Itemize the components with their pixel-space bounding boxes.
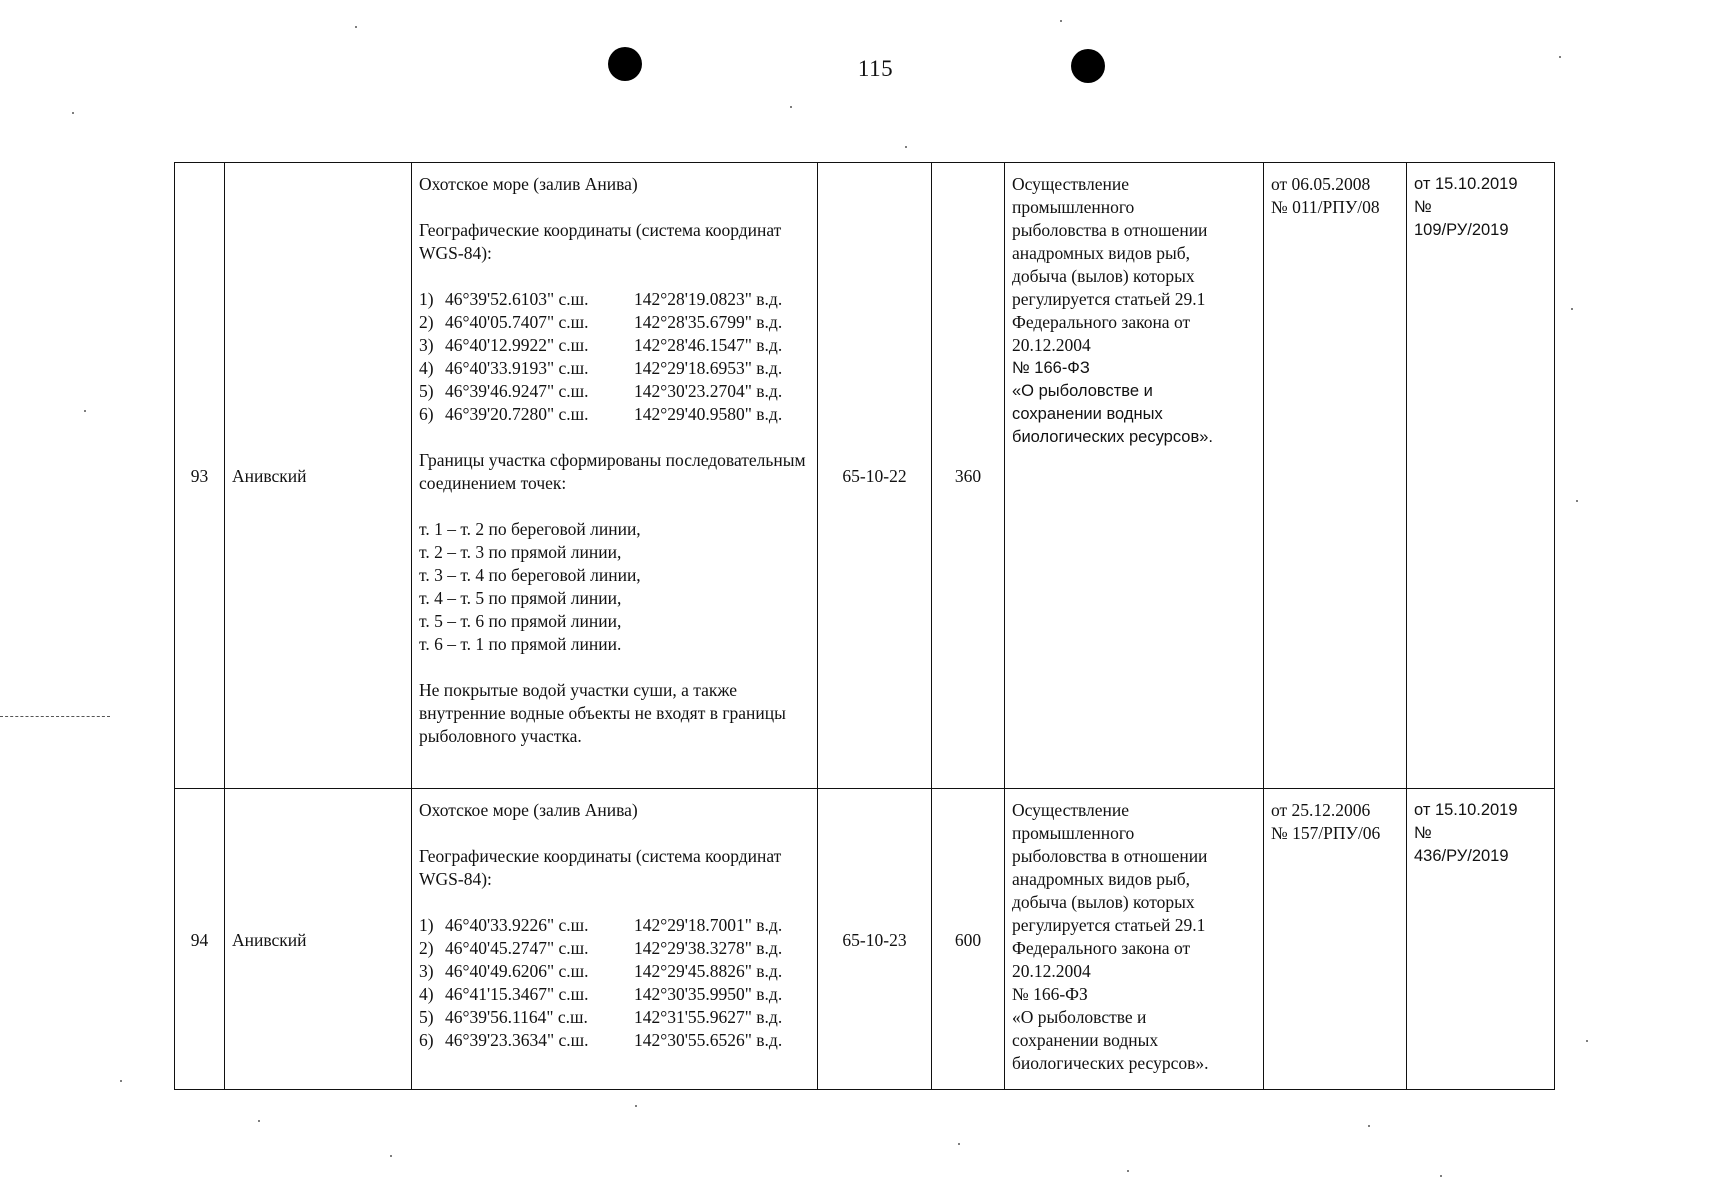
purpose-cell [1005,163,1264,789]
boundary-segment: т. 4 – т. 5 по прямой линии, [419,588,622,608]
boundary-intro: Границы участка сформированы последовательным соединением точек: [419,450,806,493]
purpose-line: рыболовства в отношении [1012,220,1208,240]
purpose-line: биологических ресурсов». [1012,1053,1209,1073]
row-number-cell [175,163,225,789]
sea-name: Охотское море (залив Анива) [419,174,638,194]
scan-speck [635,1105,637,1107]
point-latitude: 46°40'45.2747" с.ш. [445,938,589,958]
scan-speck [1571,308,1573,310]
purpose-cell [1005,789,1264,1090]
point-longitude: 142°30'23.2704" в.д. [634,381,783,401]
area-name-cell [225,789,412,1090]
point-number: 5) [419,381,434,401]
coordinates-heading: Географические координаты (система координат WGS-84): [419,220,782,263]
area-code-cell [818,163,932,789]
point-longitude: 142°30'35.9950" в.д. [634,984,783,1004]
point-longitude: 142°28'19.0823" в.д. [634,289,783,309]
coordinate-point [419,288,810,311]
purpose-law-line: «О рыболовстве и [1012,382,1153,400]
decision-cell [1407,789,1555,1090]
purpose-line: 20.12.2004 [1012,335,1091,355]
agreement-cell [1264,163,1407,789]
decision-number: 436/РУ/2019 [1414,847,1509,865]
coordinate-point [419,1029,810,1052]
boundary-segment: т. 1 – т. 2 по береговой линии, [419,519,641,539]
scan-artifact-line [0,716,110,717]
agreement-date: от 25.12.2006 [1271,800,1371,820]
point-number: 5) [419,1007,434,1027]
point-longitude: 142°29'45.8826" в.д. [634,961,783,981]
purpose-line: Осуществление [1012,174,1130,194]
point-latitude: 46°39'52.6103" с.ш. [445,289,589,309]
scan-speck [1060,20,1062,22]
area-size-cell [932,789,1005,1090]
purpose-law-line: № 166-ФЗ [1012,359,1090,377]
point-longitude: 142°31'55.9627" в.д. [634,1007,783,1027]
boundary-note: Не покрытые водой участки суши, а также внутренние водные объекты не входят в границы рыболовного участка. [419,680,786,746]
point-number: 3) [419,961,434,981]
row-number: 93 [190,466,209,486]
scan-speck [355,26,357,28]
point-longitude: 142°30'55.6526" в.д. [634,1030,783,1050]
decision-no-sign: № [1414,198,1432,216]
point-latitude: 46°41'15.3467" с.ш. [445,984,589,1004]
decision-cell [1407,163,1555,789]
area-name-cell [225,163,412,789]
purpose-line: регулируется статьей 29.1 [1012,289,1206,309]
fishing-areas-table [174,162,1555,1090]
point-longitude: 142°29'18.7001" в.д. [634,915,783,935]
coordinate-point [419,380,810,403]
point-number: 6) [419,404,434,424]
scan-speck [390,1155,392,1157]
scan-speck [790,106,792,108]
point-number: 6) [419,1030,434,1050]
boundaries-cell [412,789,818,1090]
scan-speck [84,410,86,412]
area-size: 360 [954,466,982,486]
agreement-date: от 06.05.2008 [1271,174,1371,194]
point-latitude: 46°39'46.9247" с.ш. [445,381,589,401]
row-number: 94 [190,929,209,950]
row-number-cell [175,789,225,1090]
table-row [175,163,1555,789]
decision-date: от 15.10.2019 [1414,175,1518,193]
coordinate-point [419,960,810,983]
coordinate-point [419,914,810,937]
point-number: 4) [419,984,434,1004]
point-longitude: 142°29'40.9580" в.д. [634,404,783,424]
purpose-line: анадромных видов рыб, [1012,243,1190,263]
purpose-line: сохранении водных [1012,1030,1159,1050]
purpose-line: Федерального закона от [1012,312,1191,332]
purpose-line: добыча (вылов) которых [1012,266,1195,286]
coordinate-point [419,334,810,357]
boundary-segment: т. 5 – т. 6 по прямой линии, [419,611,622,631]
point-number: 2) [419,312,434,332]
purpose-line: рыболовства в отношении [1012,846,1208,866]
purpose-line: промышленного [1012,197,1135,217]
scan-speck [120,1080,122,1082]
coordinate-point [419,983,810,1006]
purpose-line: промышленного [1012,823,1135,843]
coordinates-heading: Географические координаты (система координат WGS-84): [419,846,782,889]
purpose-line: Федерального закона от [1012,938,1191,958]
area-name: Анивский [232,929,307,950]
page-number: 115 [857,56,894,81]
point-longitude: 142°28'46.1547" в.д. [634,335,783,355]
scan-speck [1559,56,1561,58]
table-row [175,789,1555,1090]
purpose-law-line: сохранении водных [1012,405,1163,423]
boundary-segment: т. 2 – т. 3 по прямой линии, [419,542,622,562]
sea-name: Охотское море (залив Анива) [419,800,638,820]
area-code-cell [818,789,932,1090]
coordinate-list [419,914,810,1052]
decision-no-sign: № [1414,824,1432,842]
scan-speck [1576,500,1578,502]
point-latitude: 46°40'33.9193" с.ш. [445,358,589,378]
coordinate-point [419,1006,810,1029]
scan-speck [905,146,907,148]
scan-speck [1586,1040,1588,1042]
point-latitude: 46°40'49.6206" с.ш. [445,961,589,981]
point-longitude: 142°29'18.6953" в.д. [634,358,783,378]
area-size-cell [932,163,1005,789]
coordinate-point [419,311,810,334]
point-latitude: 46°39'20.7280" с.ш. [445,404,589,424]
point-number: 1) [419,289,434,309]
point-latitude: 46°40'12.9922" с.ш. [445,335,589,355]
point-number: 4) [419,358,434,378]
boundary-segment: т. 3 – т. 4 по береговой линии, [419,565,641,585]
point-latitude: 46°39'23.3634" с.ш. [445,1030,589,1050]
scan-speck [958,1143,960,1145]
area-code: 65-10-23 [842,929,907,950]
scan-speck [1440,1175,1442,1177]
point-latitude: 46°40'05.7407" с.ш. [445,312,589,332]
agreement-number: № 011/РПУ/08 [1271,197,1380,217]
scan-speck [1368,1125,1370,1127]
decision-number: 109/РУ/2019 [1414,221,1509,239]
purpose-line: № 166-ФЗ [1012,984,1088,1004]
agreement-number: № 157/РПУ/06 [1271,823,1381,843]
purpose-law-line: биологических ресурсов». [1012,428,1213,446]
purpose-line: анадромных видов рыб, [1012,869,1190,889]
point-number: 2) [419,938,434,958]
boundary-segment: т. 6 – т. 1 по прямой линии. [419,634,622,654]
point-longitude: 142°28'35.6799" в.д. [634,312,783,332]
coordinate-point [419,937,810,960]
point-longitude: 142°29'38.3278" в.д. [634,938,783,958]
purpose-line: 20.12.2004 [1012,961,1091,981]
point-latitude: 46°39'56.1164" с.ш. [445,1007,588,1027]
point-number: 1) [419,915,434,935]
purpose-line: добыча (вылов) которых [1012,892,1195,912]
decision-date: от 15.10.2019 [1414,801,1518,819]
agreement-cell [1264,789,1407,1090]
scan-speck [258,1120,260,1122]
area-code: 65-10-22 [842,466,907,486]
scan-speck [1127,1170,1129,1172]
purpose-line: регулируется статьей 29.1 [1012,915,1206,935]
point-number: 3) [419,335,434,355]
purpose-line: Осуществление [1012,800,1130,820]
area-name: Анивский [232,466,307,486]
coordinate-point [419,357,810,380]
area-size: 600 [954,929,982,950]
boundary-segments [419,518,810,656]
coordinate-point [419,403,810,426]
boundaries-cell [412,163,818,789]
scan-speck [72,112,74,114]
coordinate-list [419,288,810,426]
purpose-line: «О рыболовстве и [1012,1007,1147,1027]
point-latitude: 46°40'33.9226" с.ш. [445,915,589,935]
